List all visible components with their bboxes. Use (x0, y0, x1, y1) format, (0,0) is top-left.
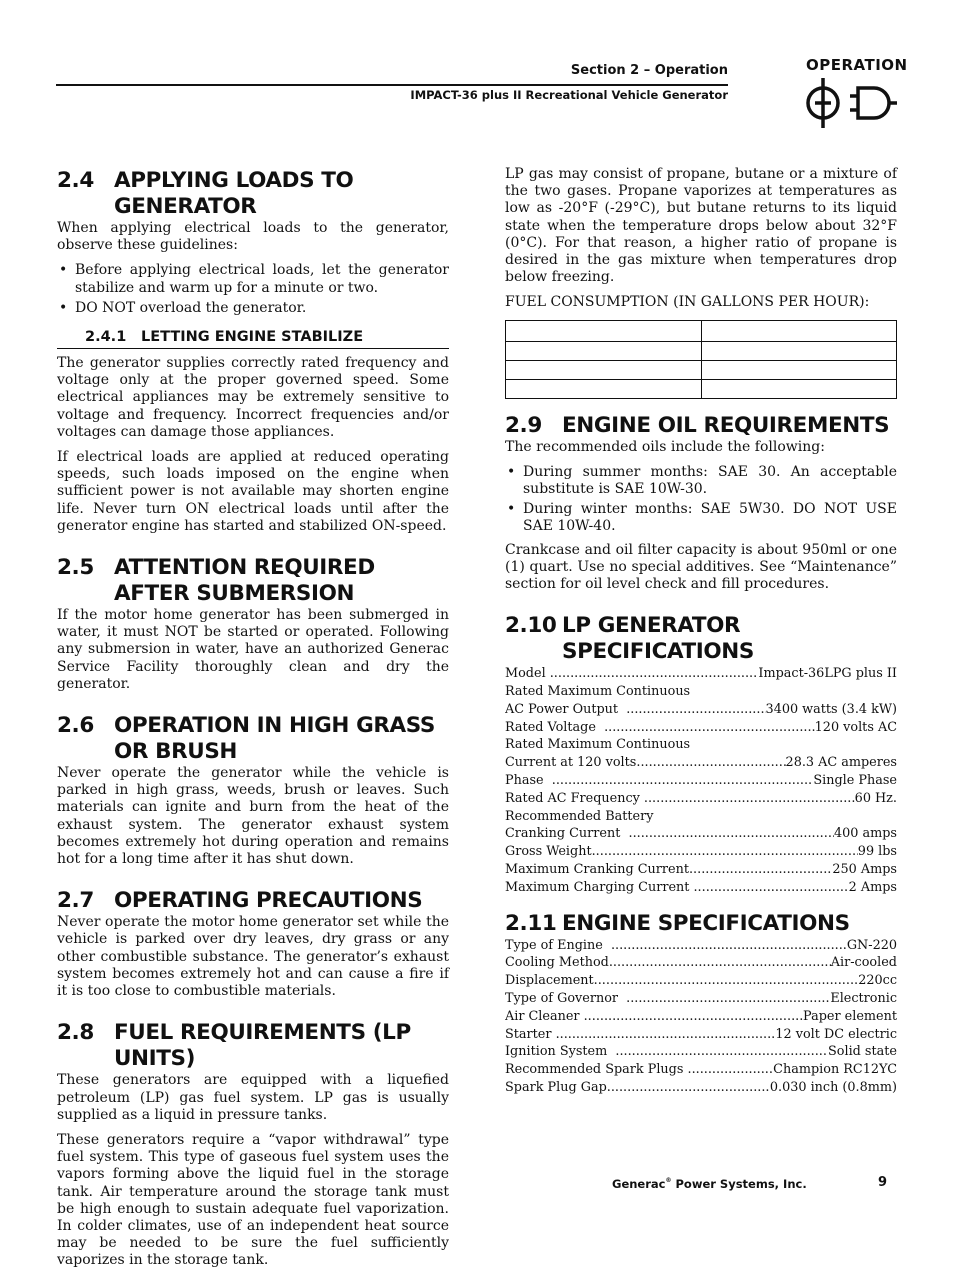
spec-label: Phase (505, 773, 552, 789)
spec-value: 120 volts AC (814, 719, 897, 735)
plug-socket-icon (800, 76, 900, 130)
heading-2-11: 2.11 ENGINE SPECIFICATIONS (505, 910, 850, 936)
spec-label: Recommended Spark Plugs (505, 1062, 688, 1078)
table-row (506, 360, 897, 379)
table-cell (701, 341, 897, 360)
table-row (506, 320, 897, 341)
spec-value: 12 volt DC electric (775, 1026, 897, 1042)
table-cell (701, 320, 897, 341)
spec-row (505, 1079, 897, 1097)
spec-label: Maximum Charging Current (505, 879, 694, 895)
product-title: IMPACT-36 plus II Recreational Vehicle Generator (410, 88, 728, 102)
spec-label: Spark Plug Gap (505, 1079, 607, 1095)
spec-value: Paper element (803, 1008, 897, 1024)
table-cell (506, 341, 702, 360)
spec-value: 2 Amps (848, 879, 897, 895)
spec-label: Cranking Current (505, 826, 629, 842)
leader-dots (592, 843, 858, 861)
spec-group-header: Recommended Battery (505, 808, 654, 824)
spec-row (505, 843, 897, 861)
operation-badge-label: OPERATION (806, 56, 908, 74)
spec-row (505, 937, 897, 955)
spec-label: Model (505, 666, 550, 682)
leader-dots (626, 701, 765, 719)
table-row (506, 341, 897, 360)
spec-value: Air-cooled (830, 955, 897, 971)
table-cell (506, 360, 702, 379)
paragraph: If the motor home generator has been submerged in water, it must NOT be started or operated. Following any submersion in water, have an authorized Generac Service Facility thoroughly clean and dry the generator. (57, 607, 449, 692)
paragraph: Crankcase and oil filter capacity is about 950ml or one (1) quart. Use no special additives. See “Maintenance” section for oil level check and fill procedures. (505, 541, 897, 593)
table-cell (506, 379, 702, 398)
heading-2-10: 2.10 LP GENERATOR SPECIFICATIONS (505, 613, 754, 665)
paragraph: When applying electrical loads to the generator, observe these guidelines: (57, 220, 449, 254)
leader-dots (584, 1008, 803, 1026)
spec-row (505, 1061, 897, 1079)
bullet-list (57, 262, 449, 317)
leader-dots (688, 1061, 774, 1079)
spec-label: Current at 120 volts (505, 755, 637, 771)
spec-group-header: Rated Maximum Continuous (505, 684, 691, 700)
paragraph: FUEL CONSUMPTION (IN GALLONS PER HOUR): (505, 294, 870, 311)
heading-2-4-1: 2.4.1 LETTING ENGINE STABILIZE (57, 323, 449, 349)
spec-row (505, 701, 897, 719)
spec-label: Displacement (505, 973, 594, 989)
leader-dots (629, 825, 834, 843)
leader-dots (556, 1026, 776, 1044)
paragraph: LP gas may consist of propane, butane or a mixture of the two gases. Propane vaporizes at temperatures as low as -20°F (-29°C), but butane returns to its liquid state when the temperature drops below about 32°F (0°C). For that reason, a higher ratio of propane is desired in the gas mixture when temperatures drop below freezing. (505, 166, 897, 286)
paragraph: The generator supplies correctly rated frequency and voltage only at the proper governed speed. Some electrical appliances may be extremely sensitive to voltage and frequency. Incorrect frequencies and/or voltages can damage those appliances. (57, 355, 449, 440)
footer-company: Generac® Power Systems, Inc. (612, 1177, 807, 1191)
spec-value: 3400 watts (3.4 kW) (765, 701, 897, 717)
section-title: Section 2 – Operation (570, 63, 728, 78)
engine-spec-list (505, 937, 897, 1097)
leader-dots (594, 972, 859, 990)
page-number: 9 (878, 1175, 888, 1190)
spec-value: 250 Amps (832, 862, 897, 878)
leader-dots (550, 665, 759, 683)
spec-label: Starter (505, 1026, 556, 1042)
spec-value: 99 lbs (857, 844, 897, 860)
spec-row (505, 954, 897, 972)
table-cell (701, 379, 897, 398)
leader-dots (615, 1043, 828, 1061)
leader-dots (607, 1079, 770, 1097)
table-row (506, 379, 897, 398)
spec-value: 60 Hz. (854, 790, 897, 806)
right-column (505, 166, 897, 1097)
paragraph: These generators are equipped with a liquefied petroleum (LP) gas fuel system. LP gas is usually supplied as a liquid in pressure tanks. (57, 1072, 449, 1123)
header-rule (56, 84, 728, 86)
spec-value: GN-220 (846, 937, 897, 953)
spec-label: AC Power Output (505, 701, 627, 717)
leader-dots (604, 719, 815, 737)
heading-2-9: 2.9 ENGINE OIL REQUIREMENTS (505, 412, 890, 438)
leader-dots (626, 990, 830, 1008)
spec-row (505, 1008, 897, 1026)
spec-row (505, 1043, 897, 1061)
fuel-consumption-table (505, 320, 897, 399)
spec-label: Cooling Method (505, 955, 609, 971)
spec-label: Gross Weight (505, 844, 592, 860)
spec-value: Solid state (828, 1044, 897, 1060)
leader-dots (689, 861, 832, 879)
spec-row (505, 825, 897, 843)
paragraph: Never operate the motor home generator set while the vehicle is parked over dry leaves, dry grass or any other combustible substance. The generator’s exhaust system becomes extremely hot and can cause a fire if it is too close to combustible materials. (57, 914, 449, 1000)
leader-dots (611, 937, 847, 955)
spec-row (505, 790, 897, 808)
spec-value: Impact-36LPG plus II (758, 666, 897, 682)
spec-label: Type of Engine (505, 937, 611, 953)
list-item: • During winter months: SAE 5W30. DO NOT USE SAE 10W-40. (507, 501, 897, 535)
spec-label: Ignition System (505, 1044, 616, 1060)
list-item: • During summer months: SAE 30. An acceptable substitute is SAE 10W-30. (507, 463, 897, 498)
spec-label: Maximum Cranking Current (505, 862, 689, 878)
spec-value: 28.3 AC amperes (785, 755, 897, 771)
left-column (57, 168, 449, 1278)
leader-dots (693, 879, 848, 897)
leader-dots (552, 772, 814, 790)
list-item: • Before applying electrical loads, let the generator stabilize and warm up for a minute or two. (59, 262, 449, 296)
spec-value: 220cc (858, 973, 897, 989)
spec-row (505, 972, 897, 990)
heading-2-4: 2.4 APPLYING LOADS TO GENERATOR (57, 168, 354, 219)
spec-row (505, 772, 897, 790)
paragraph: The recommended oils include the following: (505, 438, 825, 455)
spec-label: Type of Governor (505, 991, 627, 1006)
spec-label: Rated Voltage (505, 719, 605, 735)
spec-value: 400 amps (833, 826, 897, 842)
spec-row (505, 754, 897, 772)
bullet-list (505, 464, 897, 536)
heading-2-6: 2.6 OPERATION IN HIGH GRASS OR BRUSH (57, 713, 435, 765)
spec-label: Air Cleaner (505, 1008, 584, 1024)
heading-2-8: 2.8 FUEL REQUIREMENTS (LP UNITS) (57, 1020, 411, 1072)
table-cell (506, 320, 702, 341)
lp-generator-spec-list (505, 665, 897, 896)
leader-dots (636, 754, 785, 772)
paragraph: These generators require a “vapor withdrawal” type fuel system. This type of gaseous fuel system uses the vapors forming above the liquid fuel in the storage tank. Air temperature around the storage tank must be high enough to sustain adequate fuel vaporization. In colder climates, use of an independent heat source may be needed to be sure the fuel sufficiently vaporizes in the storage tank. (57, 1131, 449, 1269)
heading-2-7: 2.7 OPERATING PRECAUTIONS (57, 888, 423, 914)
leader-dots (609, 954, 831, 972)
paragraph: Never operate the generator while the vehicle is parked in high grass, weeds, brush or leaves. Such materials can ignite and burn from the heat of the exhaust system. The generator exhaust system becomes extremely hot during operation and remains hot for a long time after it has shut down. (57, 765, 449, 868)
spec-row (505, 879, 897, 897)
spec-value: Champion RC12YC (773, 1062, 897, 1078)
spec-row (505, 1026, 897, 1044)
spec-row (505, 861, 897, 879)
paragraph: If electrical loads are applied at reduced operating speeds, such loads imposed on the engine when sufficient power is not available may shorten engine life. Never turn ON electrical loads until after the generator engine has started and stabilized ON-speed. (57, 449, 449, 534)
spec-label: Rated AC Frequency (505, 790, 644, 806)
list-item: • DO NOT overload the generator. (59, 299, 307, 316)
heading-2-5: 2.5 ATTENTION REQUIRED AFTER SUBMERSION (57, 555, 375, 607)
spec-value: Single Phase (813, 773, 897, 789)
spec-row (505, 719, 897, 737)
leader-dots (644, 790, 855, 808)
spec-row (505, 990, 897, 1008)
spec-value: Electronic (830, 991, 897, 1006)
spec-group-header: Rated Maximum Continuous (505, 737, 691, 753)
table-cell (701, 360, 897, 379)
spec-row (505, 665, 897, 683)
spec-value: 0.030 inch (0.8mm) (769, 1079, 897, 1095)
